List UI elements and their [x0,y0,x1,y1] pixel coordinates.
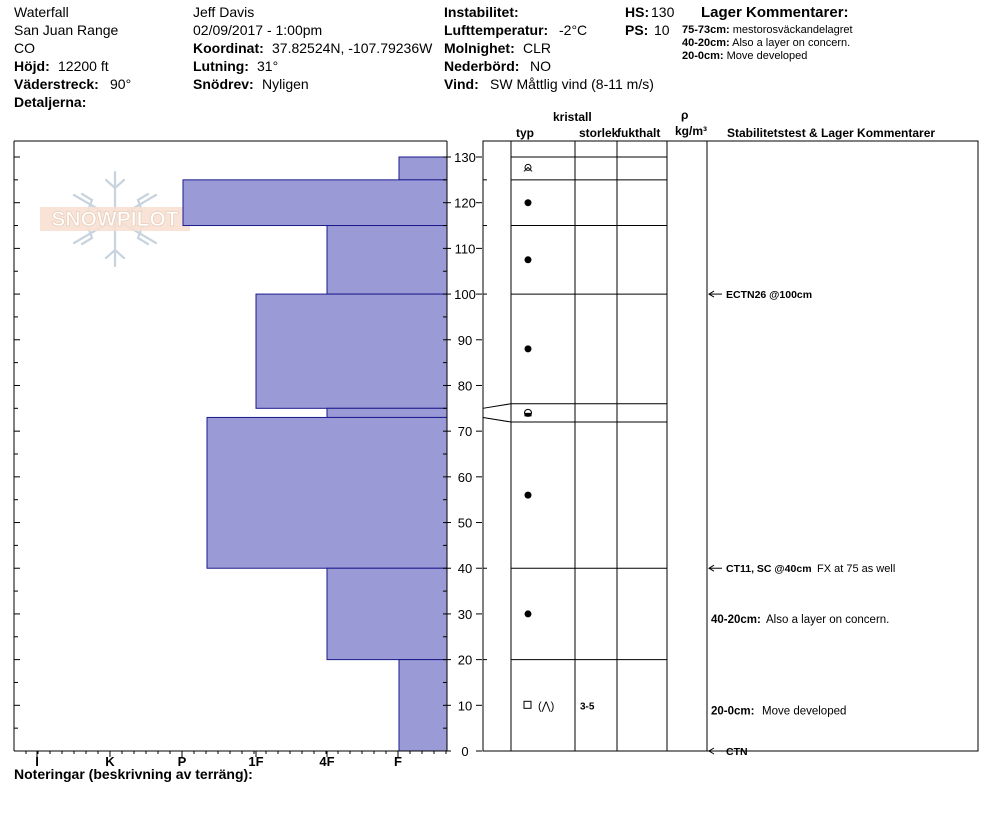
grain-symbol-round [525,345,532,352]
depth-tick-label: 90 [457,332,473,348]
notes-label: Noteringar (beskrivning av terräng): [14,766,253,782]
coordinate-value: 37.82524N, -107.79236W [272,40,433,56]
density-column-header: kg/m³ [675,124,708,138]
aspect-label: Väderstreck: [14,76,99,92]
depth-axis [443,141,482,759]
hardness-layer-bar [399,660,447,751]
layer-comment-text: mestorosväckandelagret [732,24,853,36]
slope-value: 31° [257,58,279,74]
depth-tick-label: 130 [454,150,476,165]
hardness-layer-bar [399,157,447,180]
depth-tick-label: 100 [454,287,476,303]
hardness-tick-label: 1F [248,754,264,769]
hardness-tick-label: K [105,754,115,769]
details-label: Detaljerna: [14,94,87,110]
crystal-table [483,141,978,751]
rho-symbol: ρ [681,108,689,122]
hardness-tick-label: F [394,754,402,769]
size-column-header: storlek [579,126,619,140]
hardness-layer-bar [256,294,447,408]
layer-note-range: 40-20cm: [711,613,761,626]
grain-size-label: 3-5 [580,701,595,713]
ps-label: PS: [625,22,649,38]
layer-comment-range: 75-73cm: [682,24,730,36]
hardness-layer-bar [207,417,447,568]
grain-symbols [524,164,595,712]
watermark-text: SNOWPILOT [51,208,179,231]
hardness-layer-bar [327,408,447,417]
wind-label: Vind: [444,76,479,92]
type-column-header: typ [516,126,534,140]
hs-value: 130 [651,4,675,20]
layer-comment-text: Move developed [726,50,808,62]
stability-test-label: CTN [726,746,748,758]
hs-label: HS: [625,4,650,20]
wind-value: SW Måttlig vind (8-11 m/s) [490,76,654,92]
elevation-value: 12200 ft [58,58,109,74]
moisture-column-header: fukthalt [617,126,661,140]
grain-symbol-melt-fill [525,413,532,417]
layer-comments-title: Lager Kommentarer: [701,4,849,21]
airtemp-value: -2°C [559,22,588,38]
stability-notes [709,289,895,758]
grain-symbol-secondary: (⋀) [538,700,555,713]
crystal-column-header: kristall [553,110,592,124]
stability-test-label: ECTN26 @100cm [726,289,813,302]
drift-label: Snödrev: [193,76,254,92]
hardness-tick-label: P [177,754,187,769]
layer-connector-line [483,417,511,422]
coordinate-label: Koordinat: [193,40,264,56]
hardness-layer-bar [327,226,447,295]
range-name: San Juan Range [14,22,119,38]
depth-tick-label: 70 [457,424,473,440]
observer-name: Jeff Davis [193,4,255,20]
depth-tick-label: 20 [457,652,473,668]
hardness-tick-label: I [35,754,39,769]
cloud-value: CLR [523,40,552,56]
airtemp-label: Lufttemperatur: [444,22,549,38]
observation-datetime: 02/09/2017 - 1:00pm [193,22,323,38]
stability-test-label: CT11, SC @40cm [726,563,812,576]
depth-tick-label: 0 [461,744,469,759]
ps-value: 10 [654,22,670,38]
snowpilot-watermark-logo [40,172,190,266]
hardness-tick-label: 4F [319,754,335,769]
layer-comment-text: Also a layer on concern. [732,37,851,49]
stability-test-comment: FX at 75 as well [817,563,896,576]
hardness-layers [183,157,447,751]
layer-note-text: Also a layer on concern. [766,613,890,626]
location-name: Waterfall [14,4,69,20]
grain-symbol-round [525,492,532,499]
elevation-label: Höjd: [14,58,50,74]
depth-tick-label: 30 [457,606,473,622]
grain-symbol-round [525,199,532,206]
grain-symbol-round [525,610,532,617]
depth-tick-label: 120 [454,195,476,211]
layer-comment-range: 20-0cm: [682,50,724,62]
layer-connector-line [483,404,511,409]
precip-label: Nederbörd: [444,58,520,74]
precip-value: NO [530,58,551,74]
depth-tick-label: 40 [457,561,473,577]
cloud-label: Molnighet: [444,40,515,56]
hardness-layer-bar [183,180,447,226]
stability-column-header: Stabilitetstest & Lager Kommentarer [727,126,936,140]
depth-tick-label: 110 [454,241,476,257]
hardness-layer-bar [327,568,447,659]
depth-tick-label: 10 [457,698,473,714]
slope-label: Lutning: [193,58,249,74]
depth-tick-label: 80 [457,378,473,394]
layer-note-range: 20-0cm: [711,705,755,718]
depth-tick-label: 60 [457,469,473,485]
layer-comment-range: 40-20cm: [682,37,730,49]
drift-value: Nyligen [262,76,309,92]
aspect-value: 90° [110,76,132,92]
grain-symbol-round [525,256,532,263]
instability-label: Instabilitet: [444,4,519,20]
depth-tick-label: 50 [457,515,473,531]
grain-symbol-facet [524,701,531,708]
layer-note-text: Move developed [762,705,847,718]
state-name: CO [14,40,35,56]
